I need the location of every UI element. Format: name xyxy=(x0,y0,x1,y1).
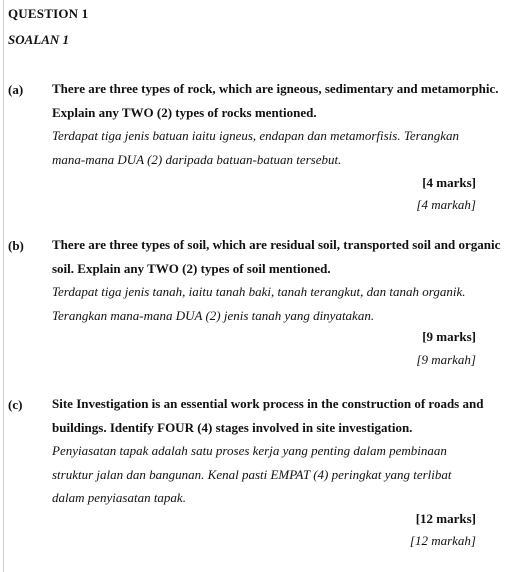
question-a-label: (a) xyxy=(8,82,24,97)
question-b-malay-line: Terdapat tiga jenis tanah, iaitu tanah baki, tanah terangkut, dan tanah organik. xyxy=(52,284,466,299)
question-c-malay-line: dalam penyiasatan tapak. xyxy=(52,490,186,505)
question-a-marks-english: [4 marks] xyxy=(422,175,476,190)
question-a-english-line: There are three types of rock, which are igneous, sedimentary and metamorphic. xyxy=(52,81,499,96)
question-c-english-line: buildings. Identify FOUR (4) stages involved in site investigation. xyxy=(52,419,413,435)
question-b-marks-english: [9 marks] xyxy=(422,329,476,344)
question-b-marks-malay: [9 markah] xyxy=(416,352,476,367)
question-c-english-line: Site Investigation is an essential work process in the construction of roads and xyxy=(52,396,484,411)
question-a-body xyxy=(52,77,499,171)
question-c-marks-malay: [12 markah] xyxy=(409,533,476,548)
question-c-label: (c) xyxy=(8,397,23,412)
question-b-malay-line: Terangkan mana-mana DUA (2) jenis tanah yang dinyatakan. xyxy=(52,307,375,323)
page-left-border xyxy=(3,0,4,572)
question-title-malay: SOALAN 1 xyxy=(8,32,70,47)
question-a-marks-malay: [4 markah] xyxy=(416,197,476,212)
question-a-malay-line: mana-mana DUA (2) daripada batuan-batuan tersebut. xyxy=(52,151,342,167)
question-b-label: (b) xyxy=(8,238,24,253)
question-b-body xyxy=(52,233,501,327)
question-b-english-line: soil. Explain any TWO (2) types of soil mentioned. xyxy=(52,260,331,276)
question-a-malay-line: Terdapat tiga jenis batuan iaitu igneus, endapan dan metamorfisis. Terangkan xyxy=(52,128,459,143)
question-title-english: QUESTION 1 xyxy=(8,6,89,21)
question-c-malay-line: struktur jalan dan bangunan. Kenal pasti EMPAT (4) peringkat yang terlibat xyxy=(52,466,452,482)
question-a-english-line: Explain any TWO (2) types of rocks mentioned. xyxy=(52,104,317,120)
question-c-body xyxy=(52,392,484,510)
question-c-marks-english: [12 marks] xyxy=(415,511,476,526)
question-c-malay-line: Penyiasatan tapak adalah satu proses kerja yang penting dalam pembinaan xyxy=(52,443,447,458)
question-b-english-line: There are three types of soil, which are residual soil, transported soil and organic xyxy=(52,237,501,252)
